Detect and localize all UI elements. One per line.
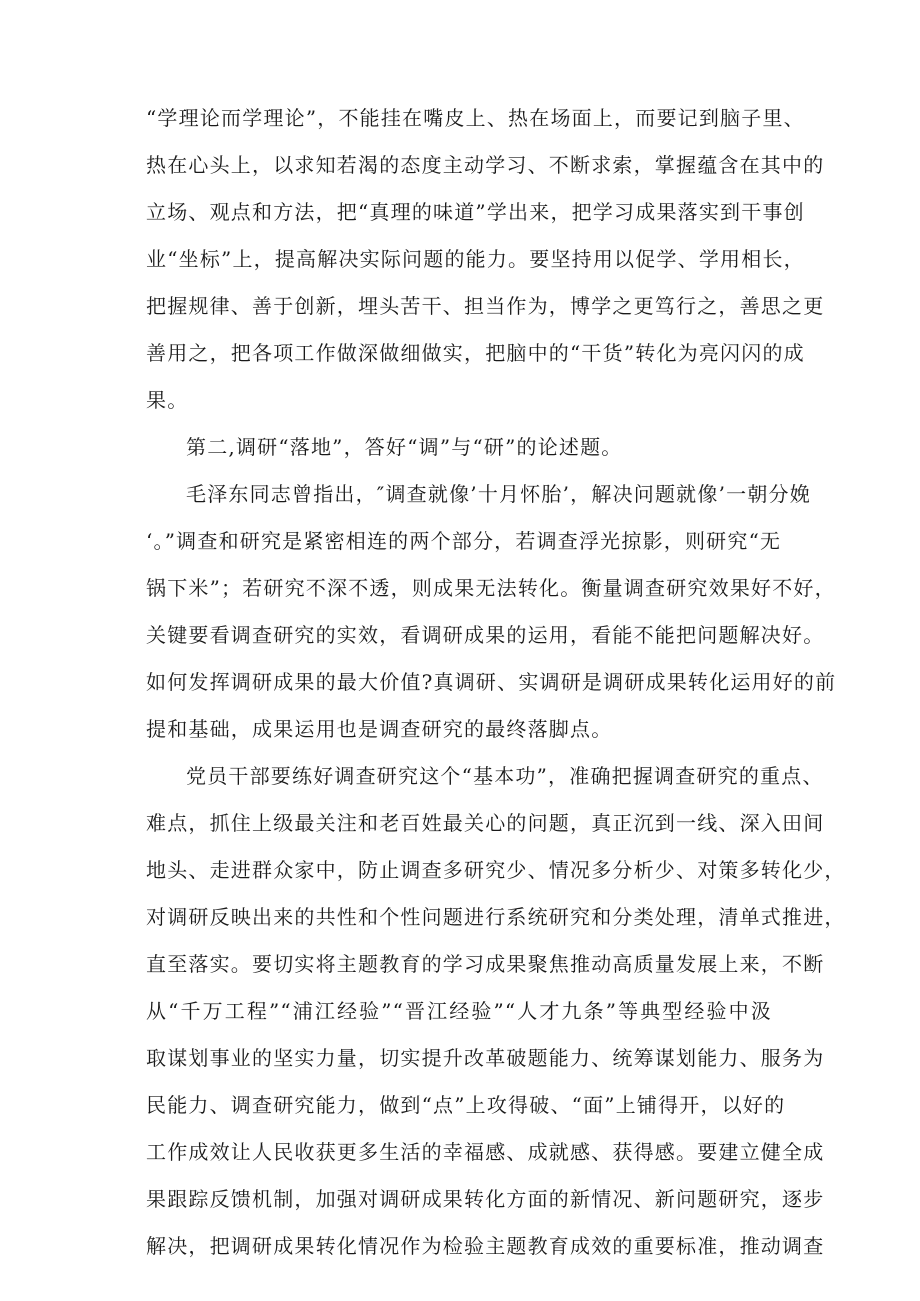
text-line: 关键要看调查研究的实效，看调研成果的运用，看能不能把问题解决好。 xyxy=(146,623,825,647)
text-line: 取谋划事业的坚实力量，切实提升改革破题能力、统筹谋划能力、服务为 xyxy=(146,1046,825,1070)
text-line: 难点，抓住上级最关注和老百姓最关心的问题，真正沉到一线、深入田间 xyxy=(146,811,825,835)
text-line: 地头、走进群众家中，防止调查多研究少、情况多分析少、对策多转化少， xyxy=(146,858,846,882)
text-line: 对调研反映出来的共性和个性问题进行系统研究和分类处理，清单式推进， xyxy=(146,905,846,929)
text-line: 善用之，把各项工作做深做细做实，把脑中的“干货”转化为亮闪闪的成 xyxy=(146,341,805,365)
text-line: 热在心头上，以求知若渴的态度主动学习、不断求索，掌握蕴含在其中的 xyxy=(146,153,825,177)
text-line: 业“坐标”上，提高解决实际问题的能力。要坚持用以促学、学用相长， xyxy=(146,247,805,271)
text-line: 毛泽东同志曾指出，″调查就像’十月怀胎’，解决问题就像’一朝分娩 xyxy=(186,482,811,506)
text-line: 直至落实。要切实将主题教育的学习成果聚焦推动高质量发展上来，不断 xyxy=(146,952,825,976)
section-heading: 第二,调研“落地”，答好“调”与“研”的论述题。 xyxy=(186,435,623,459)
text-line: 党员干部要练好调查研究这个“基本功”，准确把握调查研究的重点、 xyxy=(186,764,824,788)
text-line: 提和基础，成果运用也是调查研究的最终落脚点。 xyxy=(146,717,613,741)
text-line: 立场、观点和方法，把“真理的味道”学出来，把学习成果落实到干事创 xyxy=(146,200,805,224)
text-line: 解决，把调研成果转化情况作为检验主题教育成效的重要标准，推动调查 xyxy=(146,1234,825,1258)
text-line: 民能力、调查研究能力，做到“点”上攻得破、“面”上铺得开，以好的 xyxy=(146,1093,786,1117)
text-line: “学理论而学理论”，不能挂在嘴皮上、热在场面上，而要记到脑子里、 xyxy=(146,106,805,130)
text-line: 果。 xyxy=(146,388,189,412)
text-line: 把握规律、善于创新，埋头苦干、担当作为，博学之更笃行之，善思之更 xyxy=(146,294,825,318)
text-line: ‘。”调查和研究是紧密相连的两个部分，若调查浮光掠影，则研究“无 xyxy=(146,529,782,553)
text-line: 锅下米”；若研究不深不透，则成果无法转化。衡量调查研究效果好不好， xyxy=(146,576,836,600)
text-line: 如何发挥调研成果的最大价值?真调研、实调研是调研成果转化运用好的前 xyxy=(146,670,837,694)
text-line: 果跟踪反馈机制，加强对调研成果转化方面的新情况、新问题研究，逐步 xyxy=(146,1187,825,1211)
text-line: 工作成效让人民收获更多生活的幸福感、成就感、获得感。要建立健全成 xyxy=(146,1140,825,1164)
text-line: 从“千万工程”“浦江经验”“晋江经验”“人才九条”等典型经验中汲 xyxy=(146,999,772,1023)
